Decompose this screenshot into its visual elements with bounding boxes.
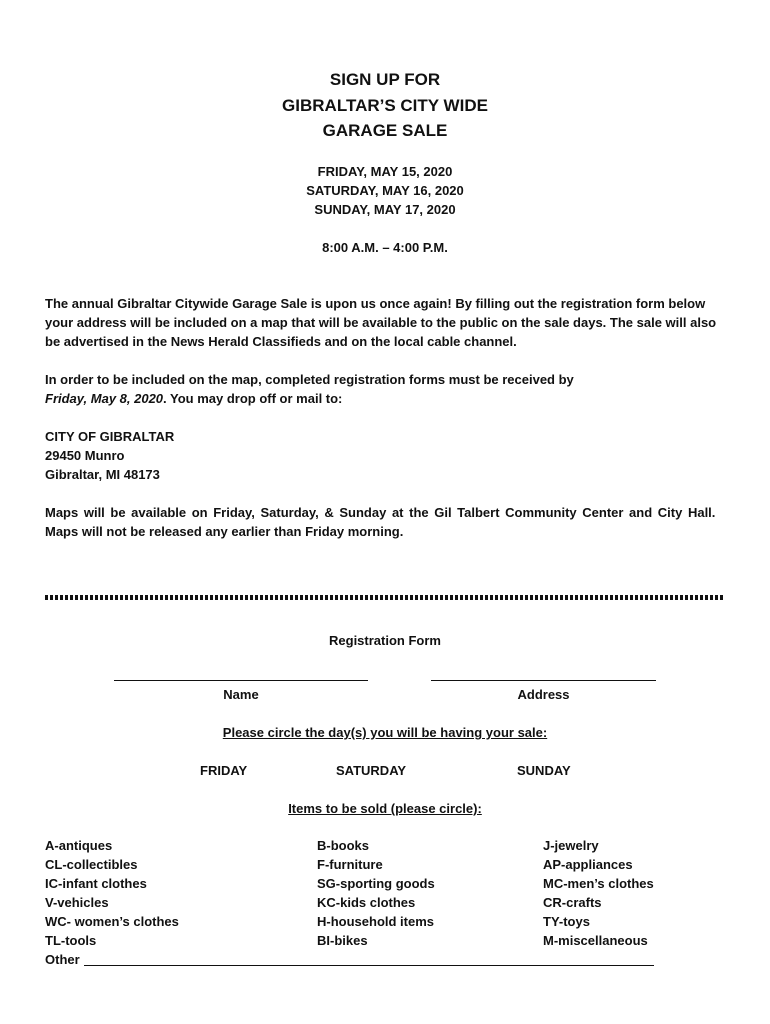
day-option-saturday[interactable]: SATURDAY: [336, 763, 407, 778]
title-line-3: GARAGE SALE: [322, 121, 448, 140]
intro-line-2: your address will be included on a map that will be available to the public on the sale days. The sale will also: [45, 315, 717, 330]
other-label: Other: [45, 952, 80, 967]
form-title: Registration Form: [329, 633, 441, 648]
title-line-2: GIBRALTAR’S CITY WIDE: [282, 96, 488, 115]
day-option-friday[interactable]: FRIDAY: [200, 763, 248, 778]
item-toys[interactable]: TY-toys: [543, 914, 590, 929]
deadline-date: Friday, May 8, 2020: [45, 391, 164, 406]
items-prompt: Items to be sold (please circle):: [288, 801, 482, 816]
intro-line-3: be advertised in the News Herald Classifieds and on the local cable channel.: [45, 334, 517, 349]
item-bikes[interactable]: BI-bikes: [317, 933, 368, 948]
item-womens-clothes[interactable]: WC- women’s clothes: [45, 914, 179, 929]
sale-hours: 8:00 A.M. – 4:00 P.M.: [322, 240, 448, 255]
days-prompt: Please circle the day(s) you will be having your sale:: [222, 725, 548, 740]
item-household-items[interactable]: H-household items: [317, 914, 435, 929]
item-furniture[interactable]: F-furniture: [317, 857, 383, 872]
deadline-line-1: In order to be included on the map, completed registration forms must be received by: [45, 372, 574, 387]
address-field-line[interactable]: [431, 680, 656, 681]
deadline-rest: . You may drop off or mail to:: [163, 391, 343, 406]
title-line-1: SIGN UP FOR: [329, 70, 441, 89]
address-city: Gibraltar, MI 48173: [45, 467, 160, 482]
item-tools[interactable]: TL-tools: [45, 933, 97, 948]
maps-note-line-2: Maps will not be released any earlier than Friday morning.: [45, 524, 404, 539]
item-books[interactable]: B-books: [317, 838, 369, 853]
day-option-sunday[interactable]: SUNDAY: [517, 763, 571, 778]
intro-line-1: The annual Gibraltar Citywide Garage Sale is upon us once again! By filling out the registration form below: [45, 296, 706, 311]
cut-line-separator: [45, 595, 725, 600]
deadline-line-2: [45, 389, 730, 408]
maps-note-line-1: Maps will be available on Friday, Saturday, & Sunday at the Gil Talbert Community Center and City Hall.: [45, 505, 716, 520]
item-sporting-goods[interactable]: SG-sporting goods: [317, 876, 435, 891]
address-name: CITY OF GIBRALTAR: [45, 429, 175, 444]
other-field-line[interactable]: [84, 965, 654, 966]
item-vehicles[interactable]: V-vehicles: [45, 895, 109, 910]
date-friday: FRIDAY, MAY 15, 2020: [317, 164, 453, 179]
item-antiques[interactable]: A-antiques: [45, 838, 113, 853]
address-street: 29450 Munro: [45, 448, 125, 463]
name-label: Name: [223, 687, 259, 702]
item-kids-clothes[interactable]: KC-kids clothes: [317, 895, 416, 910]
item-infant-clothes[interactable]: IC-infant clothes: [45, 876, 147, 891]
name-field-line[interactable]: [114, 680, 368, 681]
item-jewelry[interactable]: J-jewelry: [543, 838, 599, 853]
item-miscellaneous[interactable]: M-miscellaneous: [543, 933, 648, 948]
address-label: Address: [517, 687, 570, 702]
item-collectibles[interactable]: CL-collectibles: [45, 857, 138, 872]
date-saturday: SATURDAY, MAY 16, 2020: [306, 183, 464, 198]
date-sunday: SUNDAY, MAY 17, 2020: [314, 202, 456, 217]
item-mens-clothes[interactable]: MC-men’s clothes: [543, 876, 654, 891]
item-crafts[interactable]: CR-crafts: [543, 895, 602, 910]
item-appliances[interactable]: AP-appliances: [543, 857, 633, 872]
